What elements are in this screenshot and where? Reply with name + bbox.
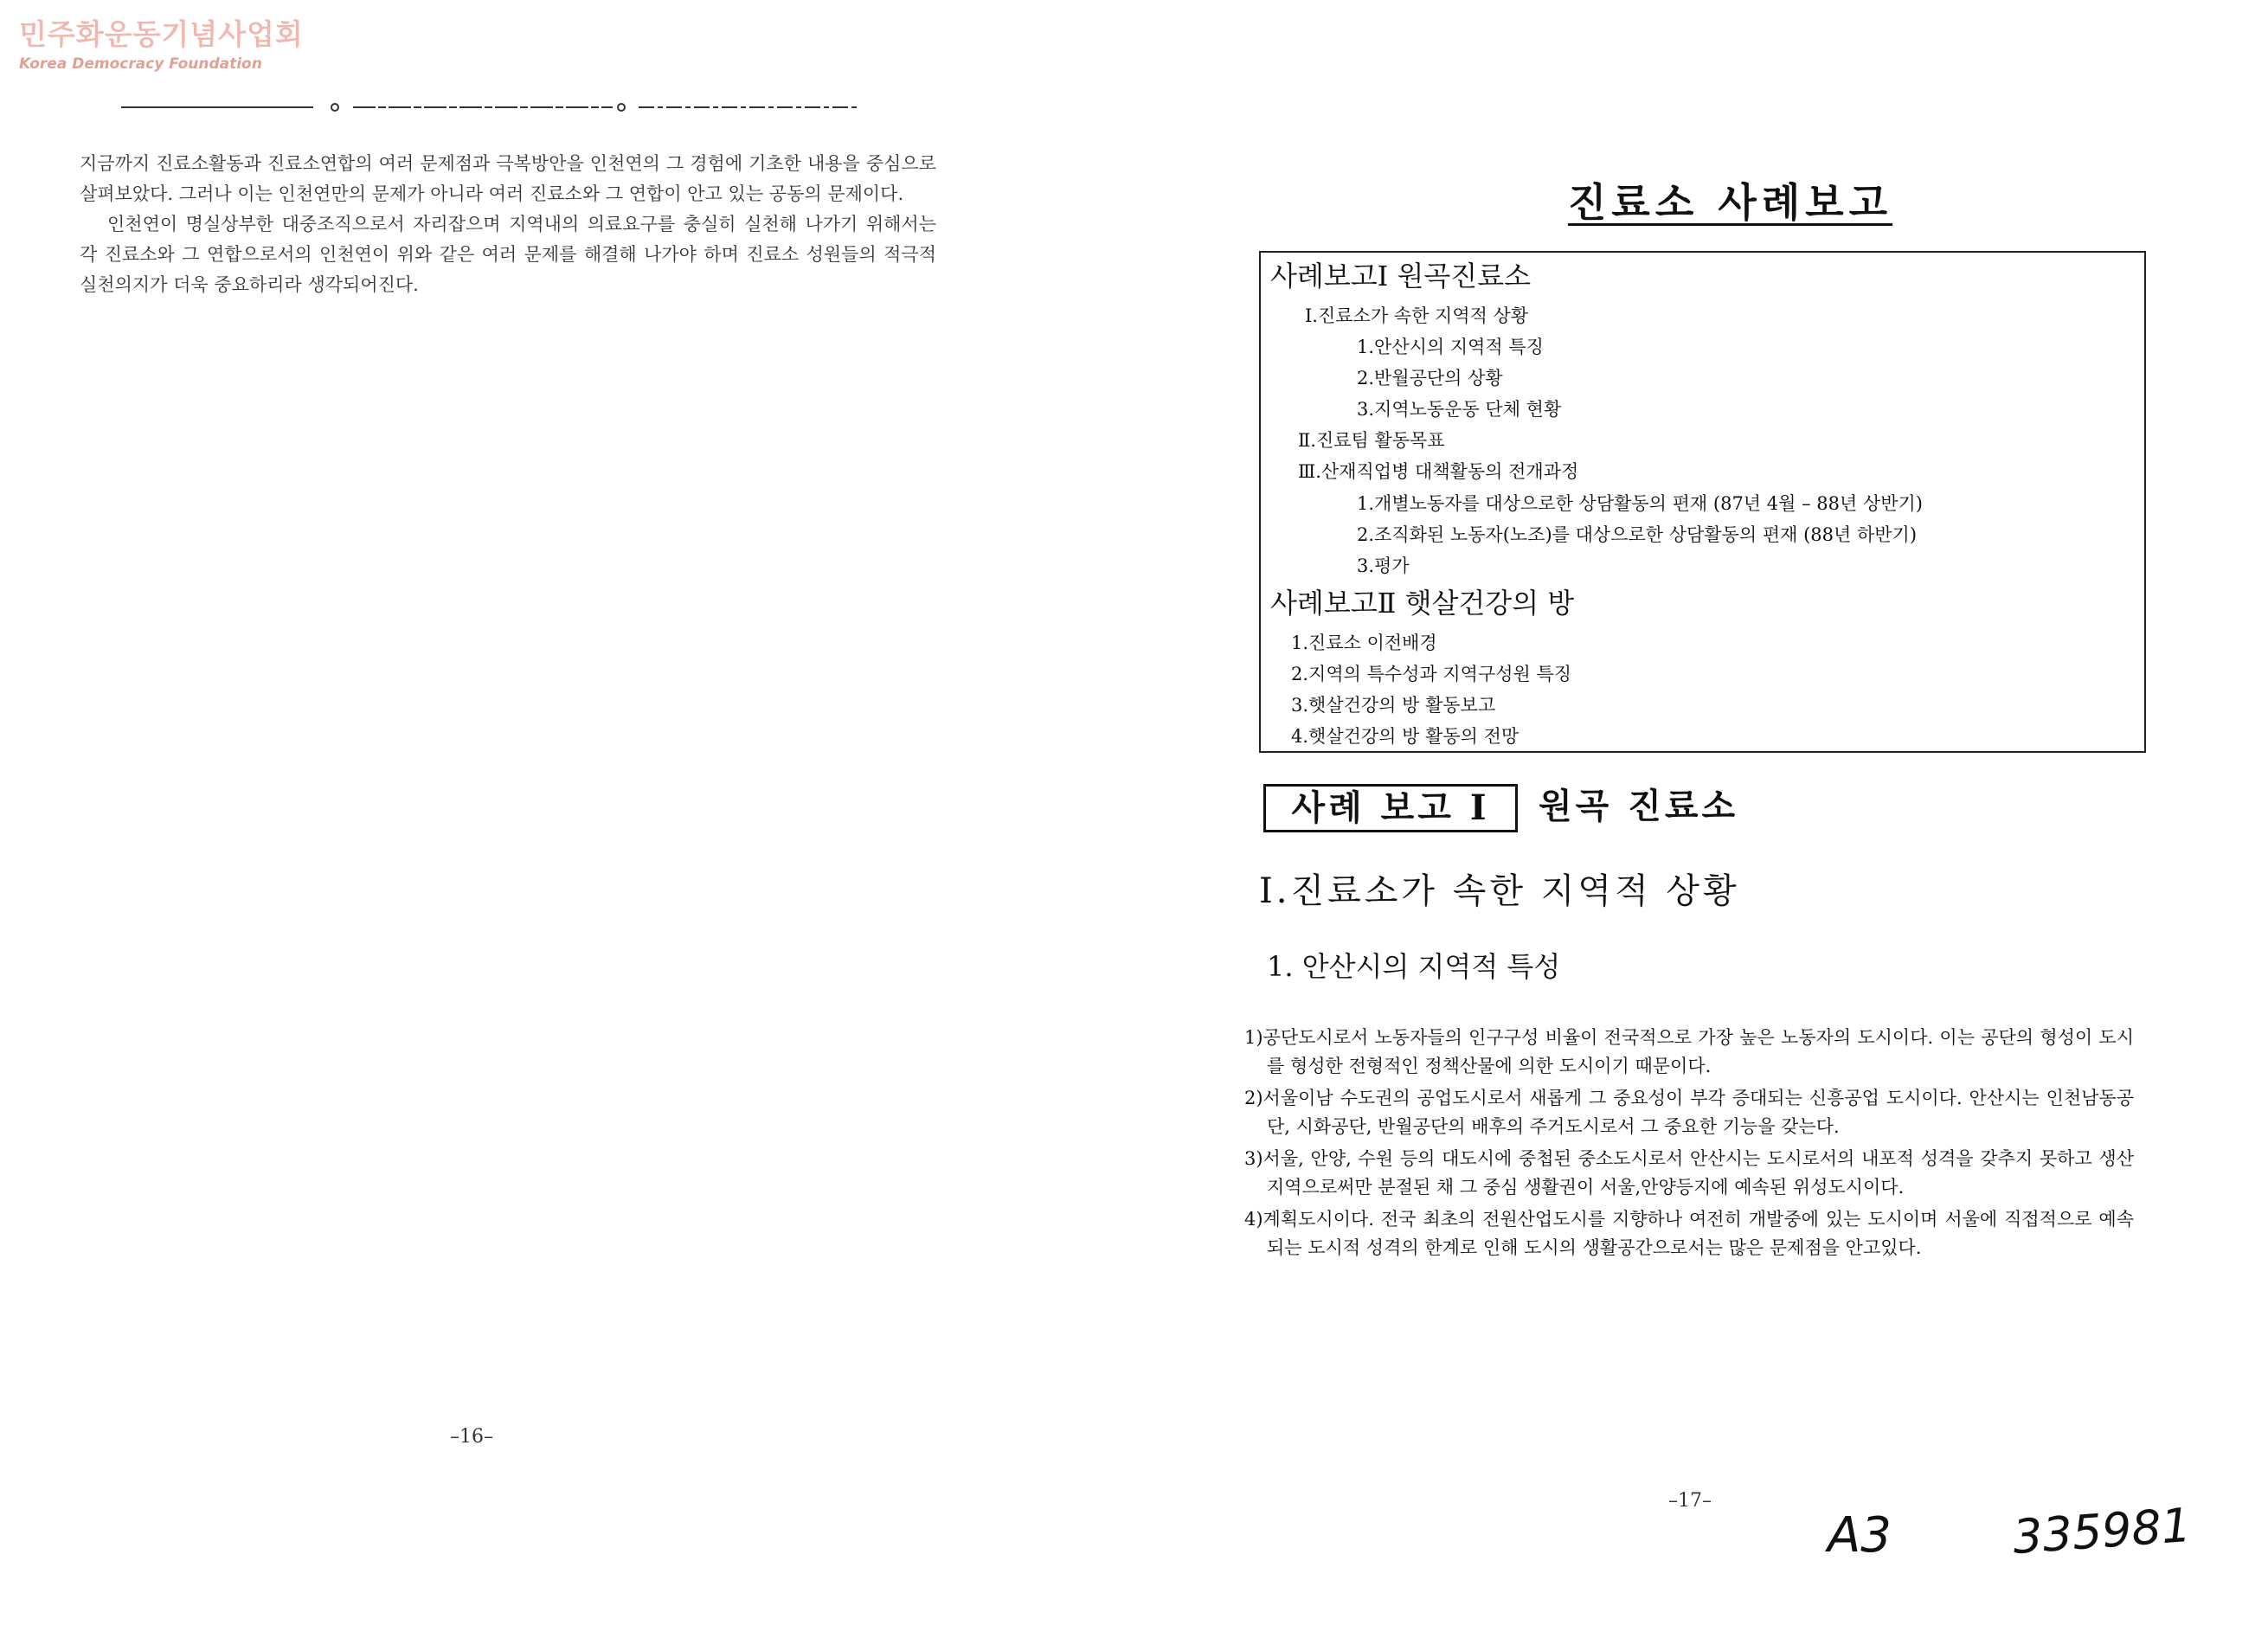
watermark-english: Korea Democracy Foundation xyxy=(19,55,262,73)
page-number-right: –17– xyxy=(1668,1490,1712,1512)
toc-item: 1.진료소 이전배경 xyxy=(1291,633,1437,653)
toc-item: 3.평가 xyxy=(1357,556,1410,576)
toc-item: 2.지역의 특수성과 지역구성원 특징 xyxy=(1291,664,1572,684)
subsection-heading: 1. 안산시의 지역적 특성 xyxy=(1267,950,1561,983)
toc-item: Ⅲ.산재직업병 대책활동의 전개과정 xyxy=(1298,461,1579,482)
toc-item: 4.햇살건강의 방 활동의 전망 xyxy=(1291,726,1519,747)
left-page-text xyxy=(80,149,936,300)
toc-section-1: 사례보고Ⅰ 원곡진료소 xyxy=(1270,260,1532,292)
left-paragraph: 인천연이 명실상부한 대중조직으로서 자리잡으며 지역내의 의료요구를 충실히 실천해 나가기 위해서는 각 진료소와 그 연합으로서의 인천연이 위와 같은 여러 문제를 해결해 나가야 하며 진료소 성원들의 적극적 실천의지가 더욱 중요하리라 생각되어진다. xyxy=(80,214,936,295)
document-title: 진료소 사례보고 xyxy=(1568,179,1893,226)
section-heading-boxed: 사례 보고 Ⅰ xyxy=(1263,784,1518,832)
page-number-left: –16– xyxy=(450,1426,493,1448)
toc-item: 3.지역노동운동 단체 현황 xyxy=(1357,399,1562,420)
decorative-rule xyxy=(121,95,865,121)
chapter-heading: Ⅰ.진료소가 속한 지역적 상황 xyxy=(1259,871,1740,911)
left-paragraph: 지금까지 진료소활동과 진료소연합의 여러 문제점과 극복방안을 인천연의 그 경험에 기초한 내용을 중심으로 살펴보았다. 그러나 이는 인천연만의 문제가 아니라 여러 진료소와 그 연합이 안고 있는 공동의 문제이다. xyxy=(80,153,936,204)
handwritten-number: 335981 xyxy=(2011,1497,2194,1565)
toc-item: Ⅰ.진료소가 속한 지역적 상황 xyxy=(1305,305,1529,326)
toc-item: 1.안산시의 지역적 특징 xyxy=(1357,337,1544,357)
handwritten-mark: A3 xyxy=(1828,1507,1892,1564)
watermark-korean: 민주화운동기념사업회 xyxy=(19,17,304,51)
numbered-paragraph: 2)서울이남 수도권의 공업도시로서 새롭게 그 중요성이 부각 증대되는 신흥공업 도시이다. 안산시는 인천남동공단, 시화공단, 반월공단의 배후의 주거도시로서 그 중요한 기능을 갖는다. xyxy=(1244,1088,2134,1137)
right-page-body xyxy=(1244,1024,2134,1262)
toc-section-2: 사례보고Ⅱ 햇살건강의 방 xyxy=(1270,587,1575,620)
numbered-paragraph: 3)서울, 안양, 수원 등의 대도시에 중첩된 중소도시로서 안산시는 도시로서의 내포적 성격을 갖추지 못하고 생산지역으로써만 분절된 채 그 중심 생활권이 서울,안양등지에 예속된 위성도시이다. xyxy=(1244,1148,2134,1198)
numbered-paragraph: 4)계획도시이다. 전국 최초의 전원산업도시를 지향하나 여전히 개발중에 있는 도시이며 서울에 직접적으로 예속되는 도시적 성격의 한계로 인해 도시의 생활공간으로서는 많은 문제점을 안고있다. xyxy=(1244,1209,2134,1258)
toc-item: 1.개별노동자를 대상으로한 상담활동의 편재 (87년 4월 – 88년 상반기) xyxy=(1357,493,1923,514)
toc-item: 2.조직화된 노동자(노조)를 대상으로한 상담활동의 편재 (88년 하반기) xyxy=(1357,524,1918,545)
toc-item: 3.햇살건강의 방 활동보고 xyxy=(1291,695,1496,716)
toc-item: Ⅱ.진료팀 활동목표 xyxy=(1298,430,1445,451)
numbered-paragraph: 1)공단도시로서 노동자들의 인구구성 비율이 전국적으로 가장 높은 노동자의 도시이다. 이는 공단의 형성이 도시를 형성한 전형적인 정책산물에 의한 도시이기 때문이다. xyxy=(1244,1027,2134,1076)
section-heading-title: 원곡 진료소 xyxy=(1539,786,1739,826)
toc-item: 2.반월공단의 상황 xyxy=(1357,368,1503,389)
